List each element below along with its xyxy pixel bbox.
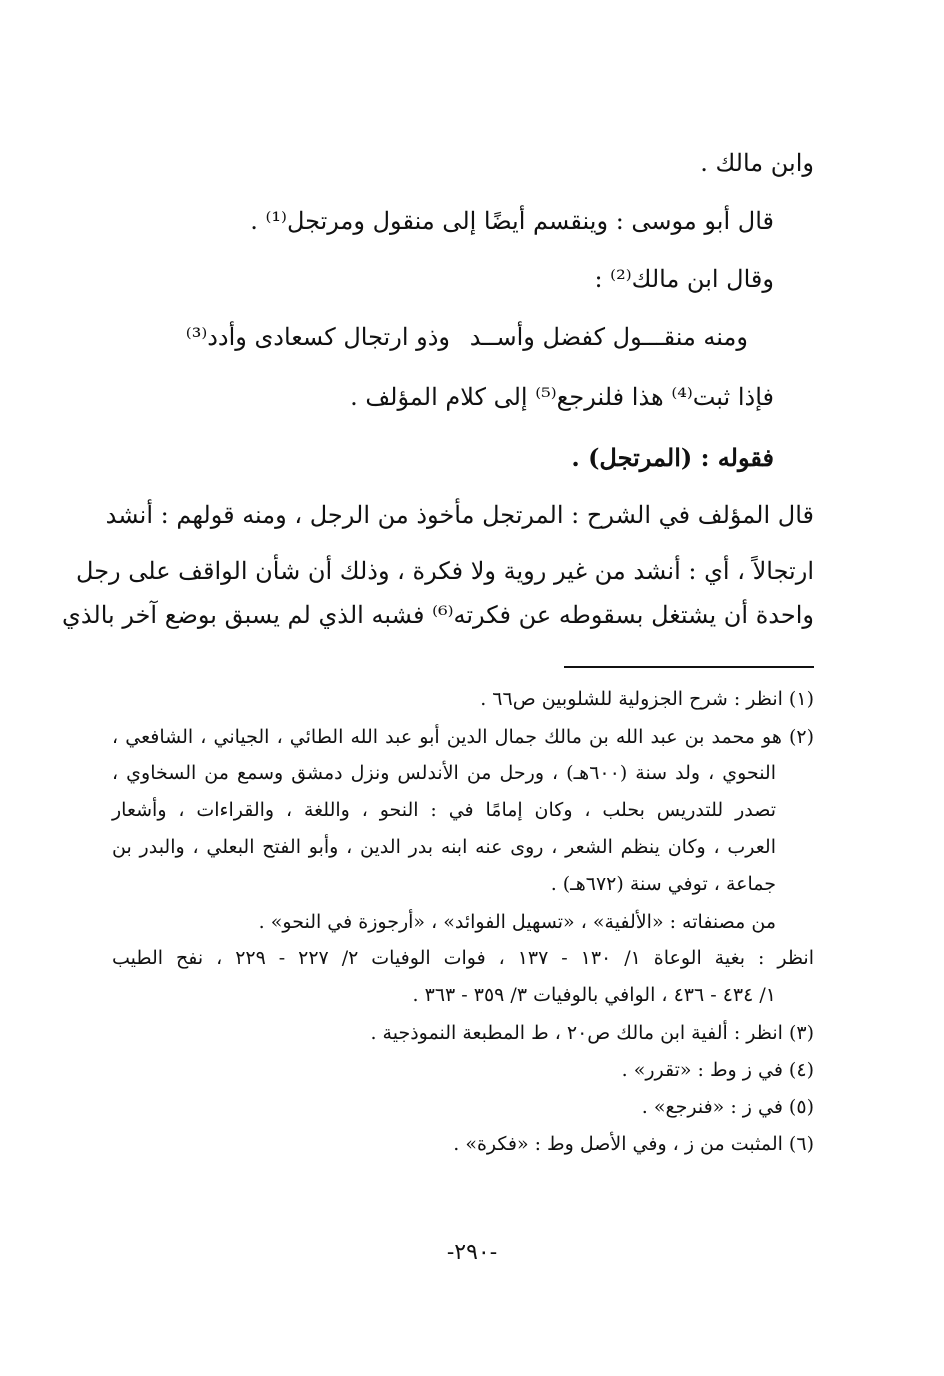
- footnote: (١) انظر : شرح الجزولية للشلوبين ص٦٦ .: [480, 688, 814, 710]
- body-line: ارتجالاً ، أي : أنشد من غير روية ولا فكرة ، وذلك أن شأن الواقف على رجل: [76, 557, 814, 585]
- footnote-continuation: تصدر للتدريس بحلب ، وكان إمامًا في : النحو ، واللغة ، والقراءات ، وأشعار: [112, 799, 776, 821]
- section-heading: فقوله : (المرتجل) .: [571, 443, 774, 472]
- footnote: (٢) هو محمد بن عبد الله بن مالك جمال الدين أبو عبد الله الطائي ، الجياني ، الشافعي ،: [112, 726, 814, 748]
- body-line: قال أبو موسى : وينقسم أيضًا إلى منقول ومرتجل⁽¹⁾ .: [250, 207, 774, 235]
- footnote: (٤) في ز وط : «تقرر» .: [621, 1059, 814, 1081]
- verse-second-hemistich: وذو ارتجال كسعادى وأدد⁽³⁾: [185, 323, 450, 351]
- body-line: قال المؤلف في الشرح : المرتجل مأخوذ من الرجل ، ومنه قولهم : أنشد: [105, 501, 814, 529]
- body-line: وقال ابن مالك⁽²⁾ :: [594, 265, 774, 293]
- body-line: واحدة أن يشتغل بسقوطه عن فكرته⁽⁶⁾ فشبه الذي لم يسبق بوضع آخر بالذي: [62, 601, 814, 629]
- footnote-continuation: العرب ، وكان ينظم الشعر ، روى عنه ابنه بدر الدين ، وأبو الفتح البعلي ، والبدر بن: [112, 836, 776, 858]
- footnote-continuation: النحوي ، ولد سنة (٦٠٠هـ) ، ورحل من الأندلس ونزل دمشق وسمع من السخاوي ،: [112, 762, 776, 784]
- footnote: (٥) في ز : «فنرجع» .: [641, 1096, 814, 1118]
- footnote-continuation: جماعة ، توفي سنة (٦٧٢هـ) .: [550, 873, 776, 895]
- footnote-continuation: ١/ ٤٣٤ - ٤٣٦ ، الوافي بالوفيات ٣/ ٣٥٩ - ٣٦٣ .: [412, 984, 776, 1006]
- footnote-continuation: انظر : بغية الوعاة ١/ ١٣٠ - ١٣٧ ، فوات الوفيات ٢/ ٢٢٧ - ٢٢٩ ، نفح الطيب: [112, 947, 814, 969]
- page-number: -٢٩٠-: [446, 1240, 498, 1265]
- footnote: (٦) المثبت من ز ، وفي الأصل وط : «فكرة» .: [453, 1133, 814, 1155]
- verse-first-hemistich: ومنه منقـــول كفضل وأســد: [469, 323, 748, 351]
- footnote-continuation: من مصنفاته : «الألفية» ، «تسهيل الفوائد» ، «أرجوزة في النحو» .: [258, 911, 776, 933]
- footnote: (٣) انظر : ألفية ابن مالك ص٢٠ ، ط المطبعة النموذجية .: [370, 1022, 814, 1044]
- body-line: وابن مالك .: [700, 149, 814, 177]
- body-line: فإذا ثبت⁽⁴⁾ هذا فلنرجع⁽⁵⁾ إلى كلام المؤلف .: [350, 383, 774, 411]
- footnote-separator: [564, 666, 814, 668]
